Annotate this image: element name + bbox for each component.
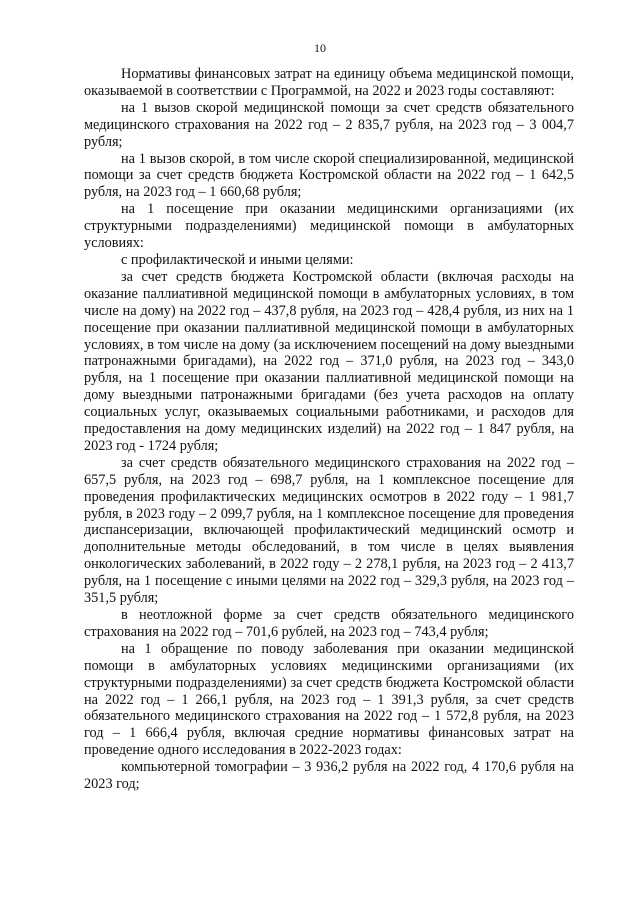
- paragraph-ct-scan: компьютерной томографии – 3 936,2 рубля на 2022 год, 4 170,6 рубля на 2023 год;: [84, 759, 574, 793]
- paragraph-preventive-heading: с профилактической и иными целями:: [121, 251, 354, 268]
- paragraph-ambulance-oms: на 1 вызов скорой медицинской помощи за счет средств обязательного медицинского страхования на 2022 год – 2 835,7 рубля, на 2023 год – 3 004,7 рубля;: [84, 99, 574, 150]
- paragraph-preventive-oms: за счет средств обязательного медицинского страхования на 2022 год – 657,5 рубля, на 2023 год – 698,7 рубля, на 1 комплексное посещение для проведения профилактических медицинских осмотров в 2022 году – 1 981,7 рубля, в 2023 году – 2 099,7 рубля, на 1 комплексное посещение для проведения диспансеризации, включающей профилактический медицинский осмотр и дополнительные методы обследований, в том числе в целях выявления онкологических заболеваний, в 2022 году – 2 278,1 рубля, на 2023 год – 2 413,7 рубля, на 1 посещение с иными целями на 2022 год – 329,3 рубля, на 2023 год – 351,5 рубля;: [84, 454, 574, 607]
- paragraph-ambulance-budget: на 1 вызов скорой, в том числе скорой специализированной, медицинской помощи за счет средств бюджета Костромской области на 2022 год – 1 642,5 рубля, на 2023 год – 1 660,68 рубля;: [84, 150, 574, 201]
- document-body: [84, 66, 574, 793]
- paragraph-urgent-care: в неотложной форме за счет средств обязательного медицинского страхования на 2022 год – 701,6 рублей, на 2023 год – 743,4 рубля;: [84, 607, 574, 640]
- page-number: 10: [314, 41, 326, 55]
- paragraph-disease-appeal: на 1 обращение по поводу заболевания при оказании медицинской помощи в амбулаторных условиях медицинскими организациями (их структурными подразделениями) за счет средств бюджета Костромской области на 2022 год – 1 266,1 рубля, на 2023 год – 1 391,3 рубля, за счет средств обязательного медицинского страхования на 2022 год – 1 572,8 рубля, на 2023 год – 1 666,4 рубля, включая средние нормативы финансовых затрат на проведение одного исследования в 2022-2023 годах:: [84, 640, 574, 759]
- paragraph-outpatient-visit: на 1 посещение при оказании медицинскими организациями (их структурными подразделениями) медицинской помощи в амбулаторных условиях:: [84, 201, 574, 252]
- paragraph-preventive-budget: за счет средств бюджета Костромской области (включая расходы на оказание паллиативной медицинской помощи в амбулаторных условиях, в том числе на дому) на 2022 год – 437,8 рубля, на 2023 год – 428,4 рубля, из них на 1 посещение при оказании паллиативной медицинской помощи в амбулаторных условиях, в том числе на дому (за исключением посещений на дому выездными патронажными бригадами), на 2022 год – 371,0 рубля, на 2023 год – 343,0 рубля, на 1 посещение при оказании паллиативной медицинской помощи на дому выездными патронажными бригадами (без учета расходов на оплату социальных услуг, оказываемых социальными работниками, и расходов для предоставления на дому медицинских изделий) на 2022 год – 1 847 рубля, на 2023 год - 1724 рубля;: [84, 268, 574, 454]
- paragraph-intro: Нормативы финансовых затрат на единицу объема медицинской помощи, оказываемой в соответствии с Программой, на 2022 и 2023 годы составляют:: [84, 66, 574, 99]
